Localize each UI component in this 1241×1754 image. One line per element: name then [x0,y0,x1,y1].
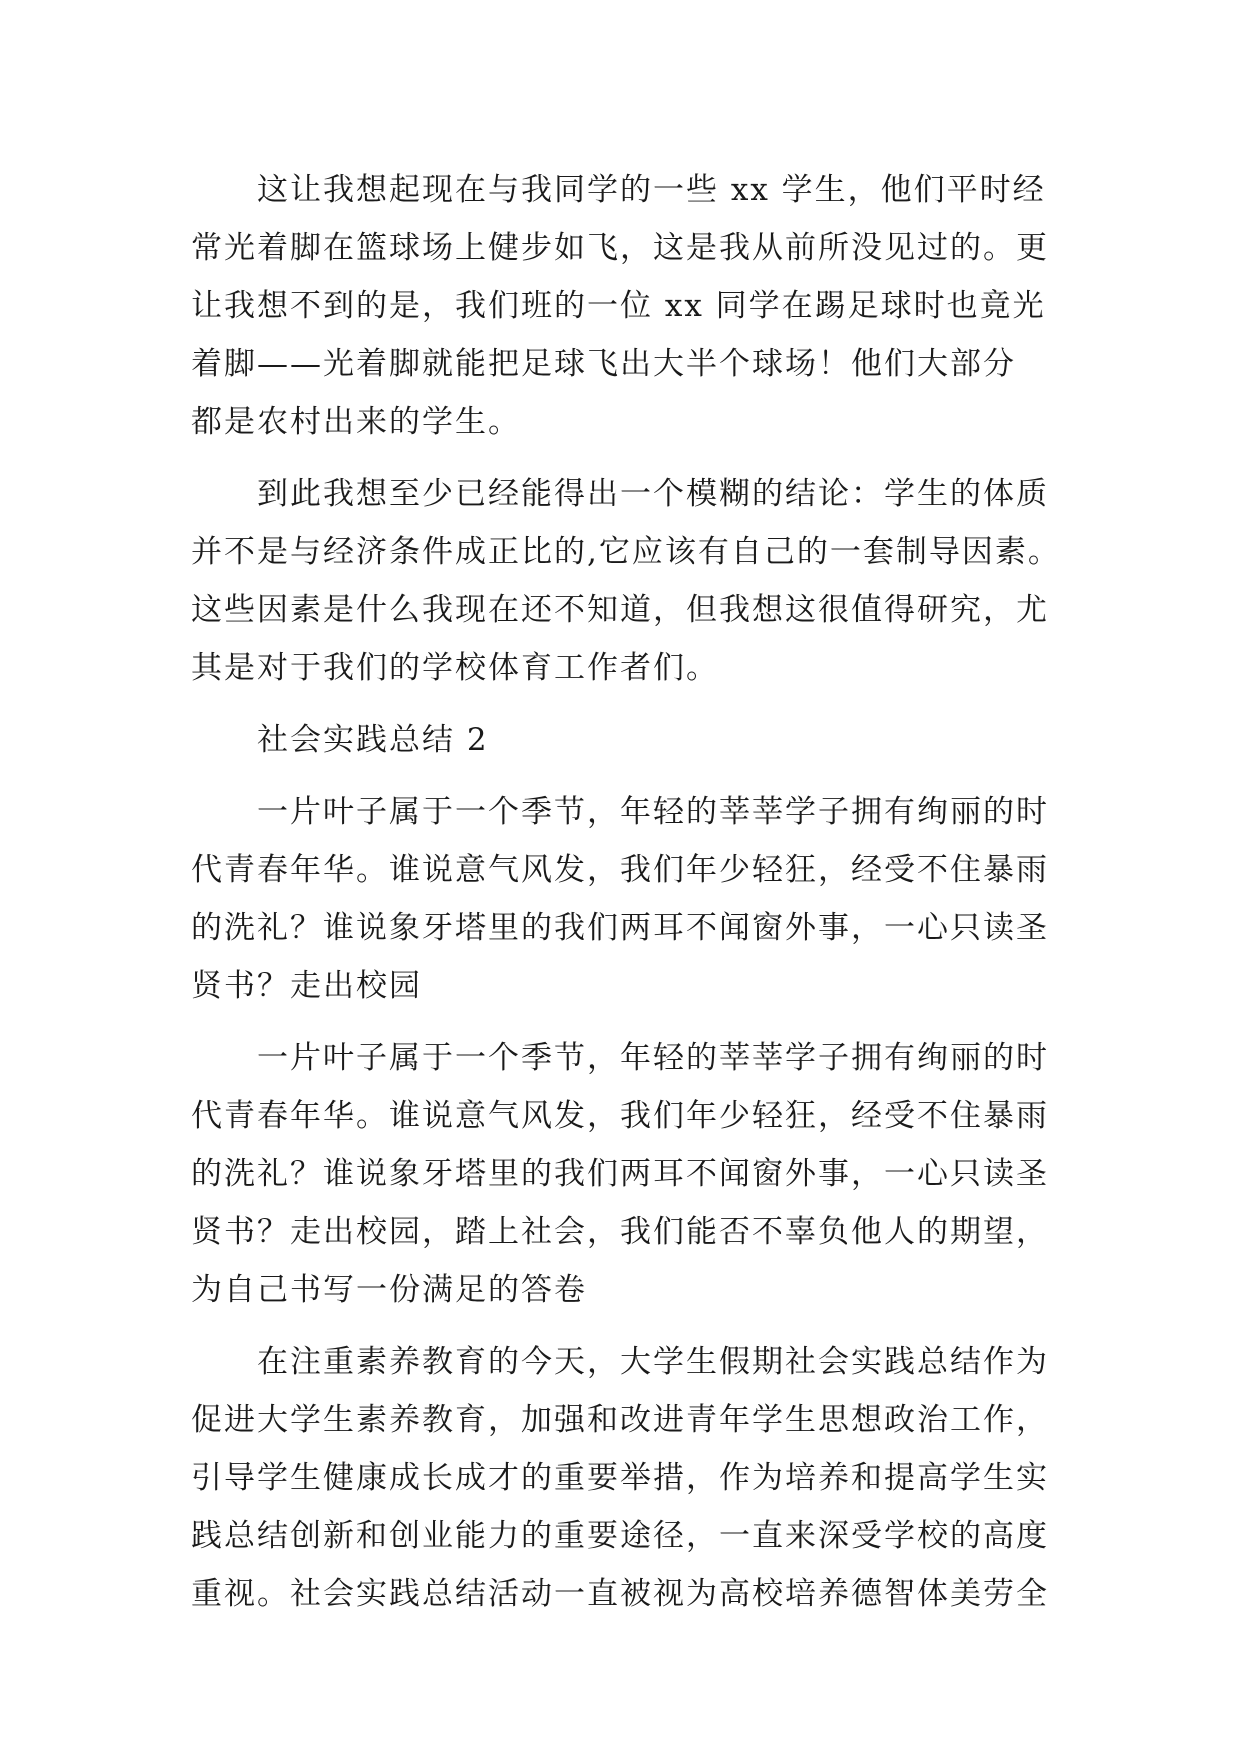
text-line: 其是对于我们的学校体育工作者们。 [191,650,719,686]
text-line: 的洗礼？谁说象牙塔里的我们两耳不闻窗外事，一心只读圣 [191,910,1049,946]
document-body [191,161,1061,1623]
text-line: 代青春年华。谁说意气风发，我们年少轻狂，经受不住暴雨 [191,852,1049,888]
paragraph [191,465,1061,697]
paragraph-gap [191,697,1053,711]
text-line: 代青春年华。谁说意气风发，我们年少轻狂，经受不住暴雨 [191,1098,1049,1134]
text-line: 的洗礼？谁说象牙塔里的我们两耳不闻窗外事，一心只读圣 [191,1156,1049,1192]
text-line: 践总结创新和创业能力的重要途径，一直来深受学校的高度 [191,1518,1049,1554]
paragraph [191,1333,1053,1623]
text-line: 常光着脚在篮球场上健步如飞，这是我从前所没见过的。更 [191,230,1049,266]
paragraph-gap [191,1319,1053,1333]
text-line: 一片叶子属于一个季节，年轻的莘莘学子拥有绚丽的时 [257,794,1049,830]
paragraph [191,1029,1053,1319]
text-line: 着脚——光着脚就能把足球飞出大半个球场！他们大部分 [191,346,1016,382]
text-line: 都是农村出来的学生。 [191,404,521,440]
paragraph [191,161,1053,451]
section-heading [191,711,1053,769]
text-line: 这让我想起现在与我同学的一些 xx 学生，他们平时经 [257,172,1046,208]
text-line: 贤书？走出校园，踏上社会，我们能否不辜负他人的期望， [191,1214,1049,1250]
text-line: 引导学生健康成长成才的重要举措，作为培养和提高学生实 [191,1460,1049,1496]
text-line: 一片叶子属于一个季节，年轻的莘莘学子拥有绚丽的时 [257,1040,1049,1076]
text-line: 重视。社会实践总结活动一直被视为高校培养德智体美劳全 [191,1576,1049,1612]
text-line: 在注重素养教育的今天，大学生假期社会实践总结作为 [257,1344,1049,1380]
text-line: 并不是与经济条件成正比的,它应该有自己的一套制导因素。 [191,534,1061,570]
paragraph-gap [191,1015,1053,1029]
text-line: 促进大学生素养教育，加强和改进青年学生思想政治工作， [191,1402,1049,1438]
text-line: 贤书？走出校园 [191,968,422,1004]
text-line: 为自己书写一份满足的答卷 [191,1272,587,1308]
text-line: 让我想不到的是，我们班的一位 xx 同学在踢足球时也竟光 [191,288,1046,324]
heading-line: 社会实践总结 2 [257,722,489,758]
text-line: 到此我想至少已经能得出一个模糊的结论：学生的体质 [257,476,1049,512]
paragraph-gap [191,451,1053,465]
text-line: 这些因素是什么我现在还不知道，但我想这很值得研究，尤 [191,592,1049,628]
paragraph [191,783,1053,1015]
paragraph-gap [191,769,1053,783]
